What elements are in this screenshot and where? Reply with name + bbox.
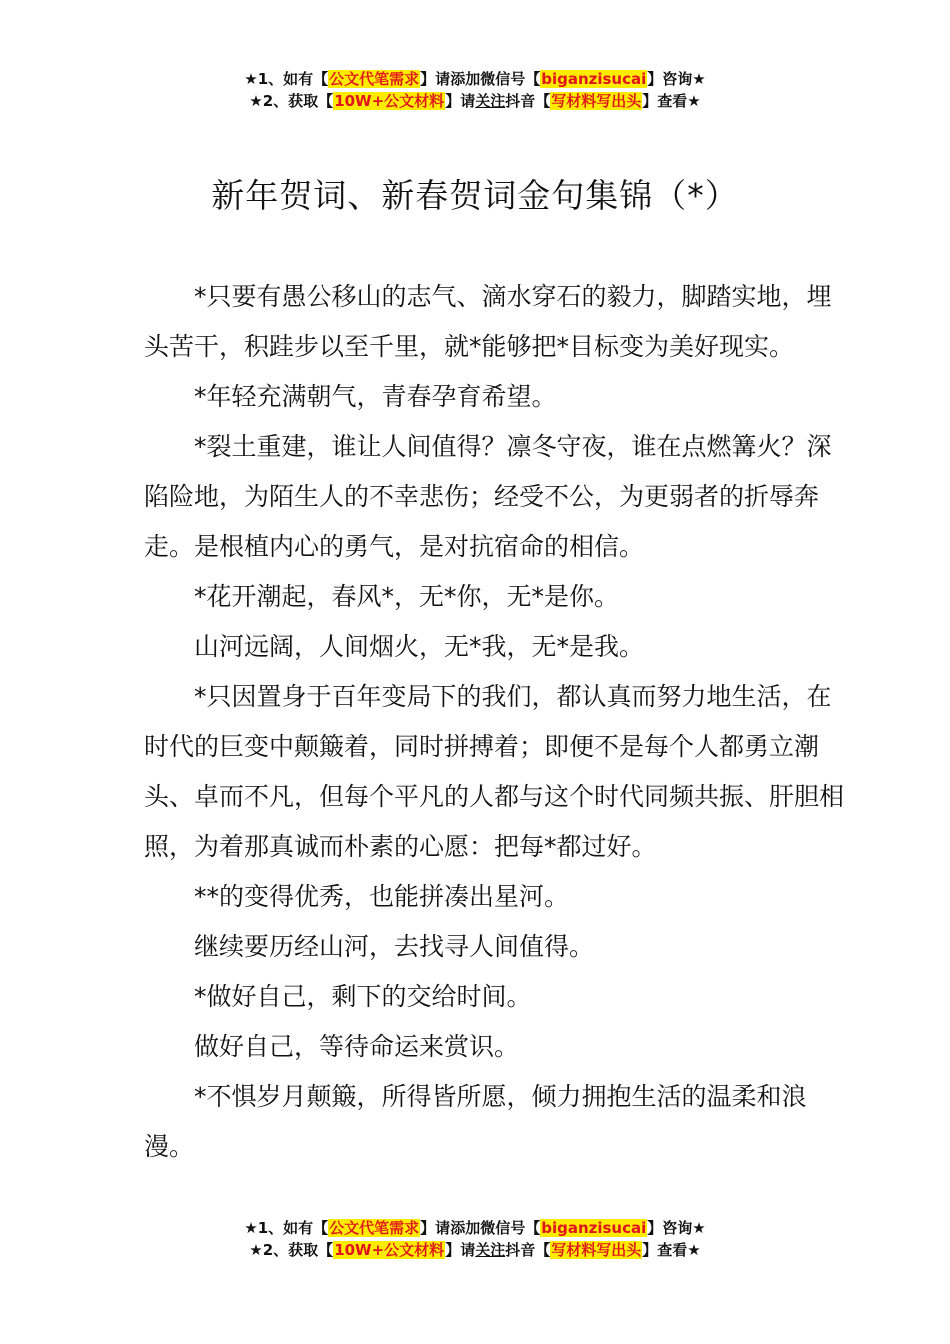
paragraph: *裂土重建，谁让人间值得？凛冬守夜，谁在点燃篝火？深陷险地，为陌生人的不幸悲伤；经受不公，为更弱者的折辱奔走。是根植内心的勇气，是对抗宿命的相信。: [144, 432, 832, 561]
paragraph: *只要有愚公移山的志气、滴水穿石的毅力，脚踏实地，埋头苦干，积跬步以至千里，就*能够把*目标变为美好现实。: [144, 282, 832, 361]
paragraph: **的变得优秀，也能拼凑出星河。: [194, 882, 570, 911]
document-title: 新年贺词、新春贺词金句集锦（*）: [211, 176, 739, 215]
paragraph: *做好自己，剩下的交给时间。: [194, 982, 532, 1011]
paragraph: *年轻充满朝气，青春孕育希望。: [194, 382, 557, 411]
promo-line-1: [0, 1217, 950, 1239]
promo-text: 】咨询★: [647, 70, 706, 88]
promo-text: 微信号【: [480, 1219, 541, 1237]
paragraph: 继续要历经山河，去找寻人间值得。: [194, 932, 595, 961]
promo-emphasis: 添加: [450, 1219, 481, 1237]
highlight-wechat-id: biganzisucai: [541, 70, 647, 88]
promo-text: 】查看★: [642, 92, 701, 110]
promo-emphasis: 添加: [450, 70, 481, 88]
promo-line-2: [0, 1239, 950, 1261]
promo-text: 】请: [445, 92, 476, 110]
promo-text: ★1、如有【: [244, 70, 329, 88]
document-body: [144, 272, 844, 1172]
promo-line-2: [0, 90, 950, 112]
highlight-douyin-account: 写材料写出头: [551, 92, 642, 110]
promo-banner-top: [0, 68, 950, 112]
highlight-service: 公文代笔需求: [329, 70, 420, 88]
promo-emphasis: 关注: [475, 1241, 506, 1259]
paragraph: *不惧岁月颠簸，所得皆所愿，倾力拥抱生活的温柔和浪漫。: [144, 1082, 807, 1161]
promo-line-1: [0, 68, 950, 90]
promo-text: 】查看★: [642, 1241, 701, 1259]
promo-text: 】请: [420, 1219, 451, 1237]
promo-text: ★1、如有【: [244, 1219, 329, 1237]
paragraph: 做好自己，等待命运来赏识。: [194, 1032, 520, 1061]
promo-text: 抖音【: [505, 92, 551, 110]
highlight-materials: 10W+公文材料: [334, 92, 445, 110]
promo-text: 微信号【: [480, 70, 541, 88]
paragraph: *花开潮起，春风*，无*你，无*是你。: [194, 582, 620, 611]
highlight-douyin-account: 写材料写出头: [551, 1241, 642, 1259]
promo-text: ★2、获取【: [249, 92, 334, 110]
highlight-wechat-id: biganzisucai: [541, 1219, 647, 1237]
promo-text: 】咨询★: [647, 1219, 706, 1237]
paragraph: *只因置身于百年变局下的我们，都认真而努力地生活，在时代的巨变中颠簸着，同时拼搏着；即便不是每个人都勇立潮头、卓而不凡，但每个平凡的人都与这个时代同频共振、肝胆相照，为着那真诚而朴素的心愿：把每*都过好。: [144, 682, 845, 861]
promo-text: 抖音【: [505, 1241, 551, 1259]
highlight-service: 公文代笔需求: [329, 1219, 420, 1237]
promo-text: 】请: [420, 70, 451, 88]
promo-text: 】请: [445, 1241, 476, 1259]
promo-text: ★2、获取【: [249, 1241, 334, 1259]
paragraph: 山河远阔，人间烟火，无*我，无*是我。: [194, 632, 645, 661]
promo-emphasis: 关注: [475, 92, 506, 110]
highlight-materials: 10W+公文材料: [334, 1241, 445, 1259]
promo-banner-bottom: [0, 1217, 950, 1261]
